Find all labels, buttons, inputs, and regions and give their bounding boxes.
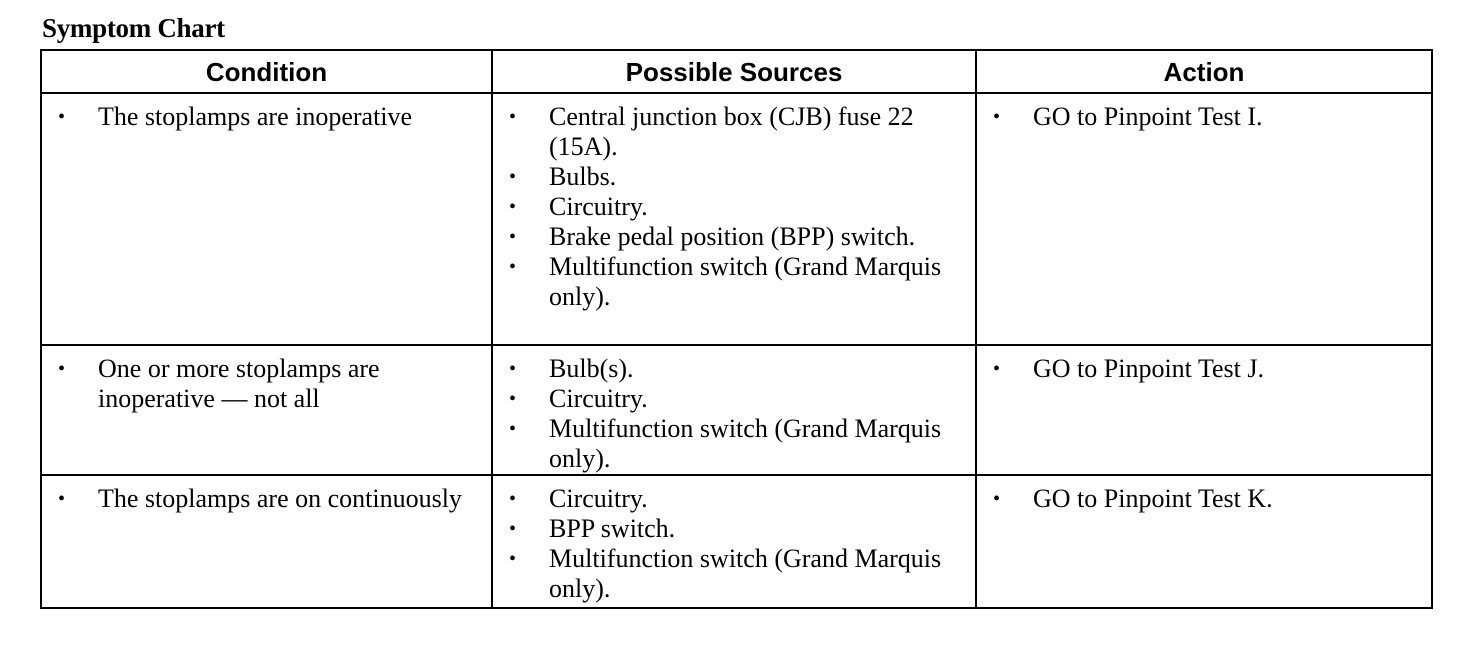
list-item [42,354,485,414]
list-item-text: Circuitry. [549,484,648,513]
bullet-icon: • [509,518,517,540]
list-item [493,192,969,222]
list-item [493,484,969,514]
list-item-text: GO to Pinpoint Test I. [1033,102,1263,131]
list-item-text: Central junction box (CJB) fuse 22 (15A). [549,102,914,161]
sources-list [493,346,975,474]
header-possible-sources: Possible Sources [492,50,976,93]
list-item-text: Brake pedal position (BPP) switch. [549,222,916,251]
list-item [493,354,969,384]
list-item [493,544,969,604]
table-row [41,93,1432,345]
list-item-text: The stoplamps are on continuously [98,484,462,513]
list-item-text: GO to Pinpoint Test K. [1033,484,1273,513]
condition-list [42,94,491,132]
bullet-icon: • [58,358,66,380]
header-condition: Condition [41,50,492,93]
symptom-chart-table [40,49,1433,609]
sources-list [493,476,975,604]
possible-sources-cell [492,345,976,475]
condition-cell [41,345,492,475]
list-item-text: GO to Pinpoint Test J. [1033,354,1265,383]
bullet-icon: • [993,488,1001,510]
list-item-text: Multifunction switch (Grand Marquis only). [549,414,942,473]
list-item [493,414,969,474]
condition-list [42,476,491,514]
page-title: Symptom Chart [42,13,225,43]
list-item [977,102,1425,132]
list-item [977,484,1425,514]
header-row [41,50,1432,93]
bullet-icon: • [509,418,517,440]
table-row [41,475,1432,608]
condition-cell [41,475,492,608]
bullet-icon: • [509,226,517,248]
list-item-text: Multifunction switch (Grand Marquis only). [549,544,942,603]
condition-list [42,346,491,414]
list-item [42,484,485,514]
list-item-text: Bulbs. [549,162,617,191]
action-cell [976,93,1432,345]
action-cell [976,345,1432,475]
header-action: Action [976,50,1432,93]
bullet-icon: • [58,488,66,510]
action-list [977,94,1431,132]
list-item [493,102,969,162]
action-list [977,346,1431,384]
bullet-icon: • [58,106,66,128]
bullet-icon: • [993,358,1001,380]
bullet-icon: • [993,106,1001,128]
bullet-icon: • [509,358,517,380]
list-item-text: The stoplamps are inoperative [98,102,413,131]
list-item [977,354,1425,384]
bullet-icon: • [509,388,517,410]
list-item-text: BPP switch. [549,514,676,543]
list-item [493,252,969,312]
list-item-text: Circuitry. [549,192,648,221]
list-item [493,514,969,544]
list-item [493,384,969,414]
bullet-icon: • [509,488,517,510]
bullet-icon: • [509,196,517,218]
bullet-icon: • [509,166,517,188]
list-item [493,222,969,252]
list-item [42,102,485,132]
sources-list [493,94,975,312]
list-item-text: Multifunction switch (Grand Marquis only). [549,252,942,311]
bullet-icon: • [509,548,517,570]
table-row [41,345,1432,475]
action-cell [976,475,1432,608]
list-item-text: Bulb(s). [549,354,634,383]
possible-sources-cell [492,93,976,345]
bullet-icon: • [509,106,517,128]
condition-cell [41,93,492,345]
list-item [493,162,969,192]
bullet-icon: • [509,256,517,278]
action-list [977,476,1431,514]
list-item-text: Circuitry. [549,384,648,413]
list-item-text: One or more stoplamps are inoperative — not all [98,354,380,413]
possible-sources-cell [492,475,976,608]
